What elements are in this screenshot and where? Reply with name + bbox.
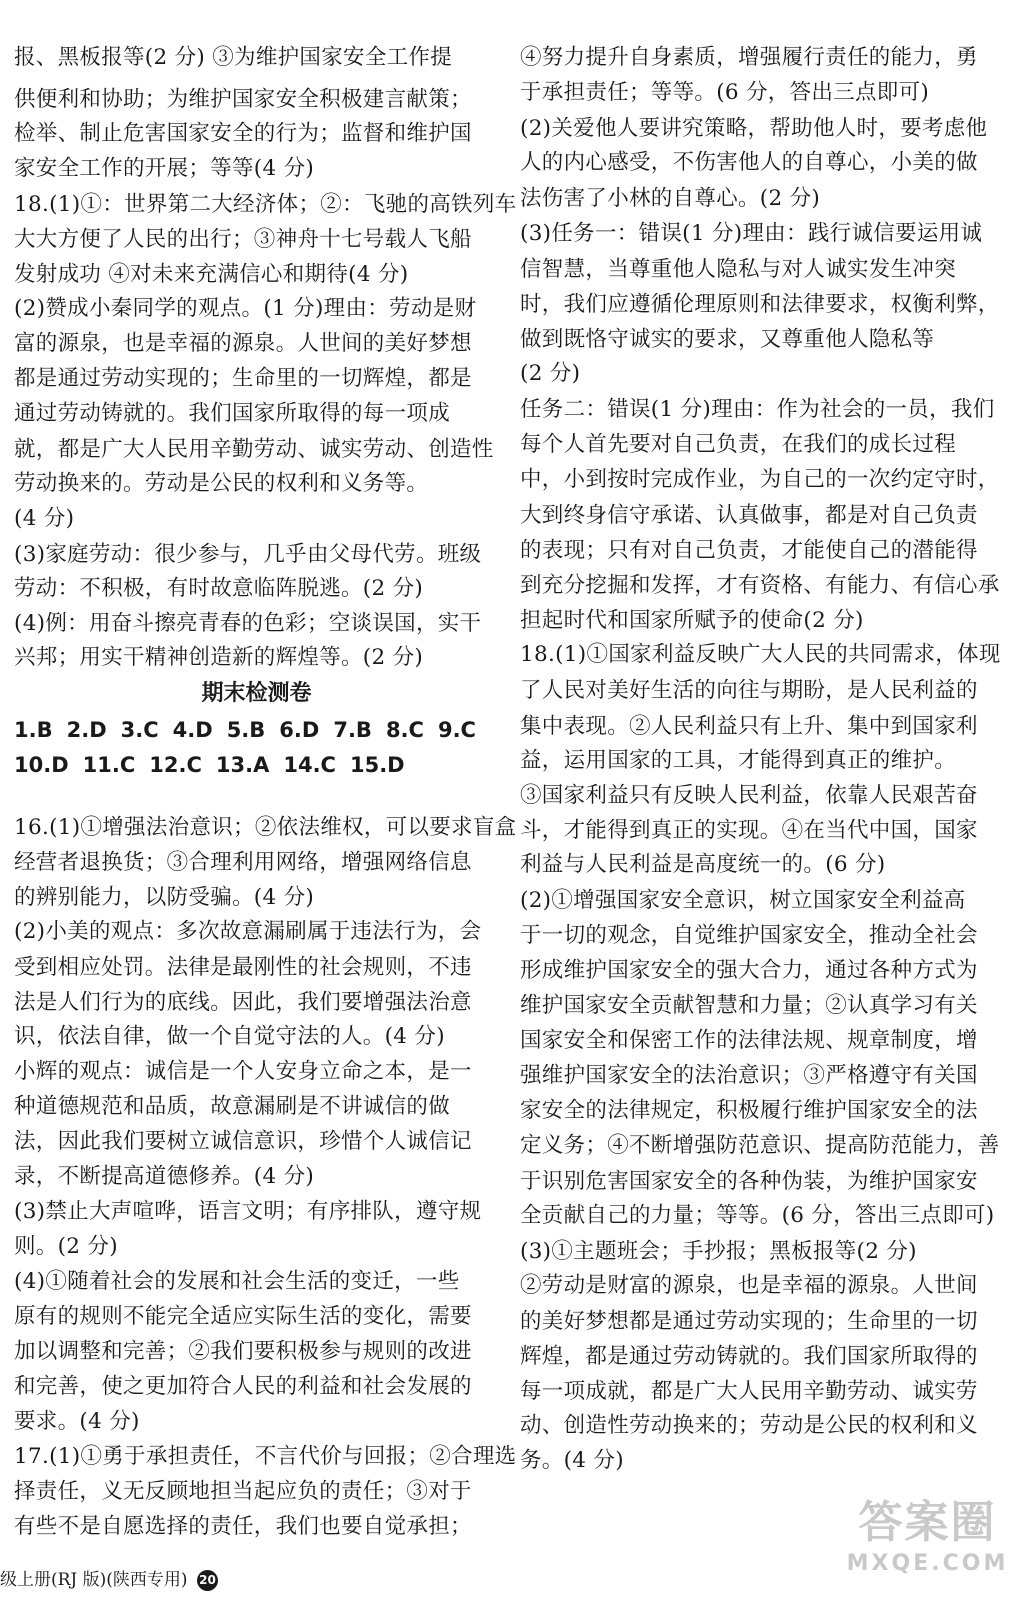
left-text-line: 16.(1)①增强法治意识；②依法维权，可以要求盲盒	[14, 815, 517, 840]
left-text-line: 的辨别能力，以防受骗。(4 分)	[14, 885, 315, 910]
answer-item: 9.C	[437, 718, 476, 742]
left-text-line: 就，都是广大人民用辛勤劳动、诚实劳动、创造性	[14, 437, 494, 462]
right-text-line: 强维护国家安全的法治意识；③严格遵守有关国	[520, 1063, 978, 1088]
left-text-line: 法，因此我们要树立诚信意识，珍惜个人诚信记	[14, 1129, 472, 1154]
right-text-line: 了人民对美好生活的向往与期盼，是人民利益的	[520, 678, 978, 703]
right-text-line: 务。(4 分)	[520, 1448, 624, 1473]
right-text-line: (3)任务一：错误(1 分)理由：践行诚信要运用诚	[520, 221, 983, 246]
right-text-line: 担起时代和国家所赋予的使命(2 分)	[520, 608, 864, 633]
right-text-line: 人的内心感受，不伤害他人的自尊心，小美的做	[520, 150, 978, 175]
right-text-line: 于一切的观念，自觉维护国家安全，推动全社会	[520, 923, 978, 948]
right-text-line: 全贡献自己的力量；等等。(6 分，答出三点即可)	[520, 1203, 995, 1228]
answer-item: 7.B	[333, 718, 372, 742]
answer-item: 13.A	[215, 753, 270, 777]
right-text-line: ③国家利益只有反映人民利益，依靠人民艰苦奋	[520, 783, 978, 808]
left-text-line: 录，不断提高道德修养。(4 分)	[14, 1164, 315, 1189]
answer-item: 14.C	[283, 753, 336, 777]
right-text-line: 每一项成就，都是广大人民用辛勤劳动、诚实劳	[520, 1379, 978, 1404]
left-text-line: 富的源泉，也是幸福的源泉。人世间的美好梦想	[14, 331, 472, 356]
left-text-line: 有些不是自愿选择的责任，我们也要自觉承担；	[14, 1514, 472, 1539]
left-text-line: 家安全工作的开展；等等(4 分)	[14, 156, 315, 181]
left-text-line: 择责任，义无反顾地担当起应负的责任；③对于	[14, 1479, 472, 1504]
watermark-title: 答案圈	[858, 1497, 997, 1548]
left-text-line: (4)例：用奋斗擦亮青春的色彩；空谈误国，实干	[14, 611, 482, 636]
right-text-line: 斗，才能得到真正的实现。④在当代中国，国家	[520, 818, 978, 843]
page-number-badge: 20	[197, 1570, 218, 1591]
left-text-line: 18.(1)①：世界第二大经济体；②：飞驰的高铁列车	[14, 192, 517, 217]
answer-item: 8.C	[385, 718, 424, 742]
answer-item: 2.D	[66, 718, 107, 742]
right-text-line: 于识别危害国家安全的各种伪装，为维护国家安	[520, 1169, 978, 1194]
left-text-line: 种道德规范和品质，故意漏刷是不讲诚信的做	[14, 1094, 451, 1119]
left-text-line: 经营者退换货；③合理利用网络，增强网络信息	[14, 850, 472, 875]
right-text-line: 益，运用国家的工具，才能得到真正的维护。	[520, 748, 957, 773]
right-text-line: 集中表现。②人民利益只有上升、集中到国家利	[520, 714, 978, 739]
left-text-line: 原有的规则不能完全适应实际生活的变化，需要	[14, 1304, 472, 1329]
left-text-line: (3)家庭劳动：很少参与，几乎由父母代劳。班级	[14, 542, 482, 567]
answer-item: 4.D	[172, 718, 213, 742]
left-text-line: (4 分)	[14, 506, 75, 531]
left-text-line: 受到相应处罚。法律是最刚性的社会规则，不违	[14, 955, 472, 980]
page-footer	[0, 1565, 218, 1591]
left-text-line: (2)小美的观点：多次故意漏刷属于违法行为，会	[14, 919, 482, 944]
left-text-line: 法是人们行为的底线。因此，我们要增强法治意	[14, 990, 472, 1015]
left-text-line: 通过劳动铸就的。我们国家所取得的每一项成	[14, 401, 451, 426]
answer-item: 10.D	[14, 753, 69, 777]
answer-item: 5.B	[226, 718, 266, 742]
left-text-line: 和完善，使之更加符合人民的利益和社会发展的	[14, 1374, 472, 1399]
right-text-line: 利益与人民利益是高度统一的。(6 分)	[520, 852, 886, 877]
right-text-line: ②劳动是财富的源泉，也是幸福的源泉。人世间	[520, 1273, 978, 1298]
left-text-line: 17.(1)①勇于承担责任，不言代价与回报；②合理选	[14, 1444, 517, 1469]
right-text-line: 于承担责任；等等。(6 分，答出三点即可)	[520, 80, 930, 105]
left-text-line: 报、黑板报等(2 分) ③为维护国家安全工作提	[14, 45, 453, 70]
left-text-line: 兴邦；用实干精神创造新的辉煌等。(2 分)	[14, 645, 424, 670]
right-text-line: 18.(1)①国家利益反映广大人民的共同需求，体现	[520, 642, 1001, 667]
left-text-line: (2)赞成小秦同学的观点。(1 分)理由：劳动是财	[14, 296, 477, 321]
right-text-line: 家安全的法律规定，积极履行维护国家安全的法	[520, 1098, 978, 1123]
left-text-line: 劳动换来的。劳动是公民的权利和义务等。	[14, 471, 429, 496]
left-text-line: 检举、制止危害国家安全的行为；监督和维护国	[14, 121, 472, 146]
left-text-line: (3)禁止大声喧哗，语言文明；有序排队，遵守规	[14, 1199, 482, 1224]
section-title: 期末检测卷	[201, 681, 312, 706]
right-text-line: 维护国家安全贡献智慧和力量；②认真学习有关	[520, 993, 978, 1018]
answer-item: 6.D	[279, 718, 320, 742]
left-text-line: 都是通过劳动实现的；生命里的一切辉煌，都是	[14, 366, 472, 391]
right-text-line: 定义务；④不断增强防范意识、提高防范能力，善	[520, 1133, 1000, 1158]
left-text-line: (4)①随着社会的发展和社会生活的变迁，一些	[14, 1269, 460, 1294]
answer-key-row	[14, 718, 490, 742]
right-text-line: 国家安全和保密工作的法律法规、规章制度，增	[520, 1028, 978, 1053]
right-text-line: 动、创造性劳动换来的；劳动是公民的权利和义	[520, 1413, 978, 1438]
right-text-line: 信智慧，当尊重他人隐私与对人诚实发生冲突	[520, 257, 957, 282]
right-text-line: (2)①增强国家安全意识，树立国家安全利益高	[520, 888, 966, 913]
right-text-line: (2)关爱他人要讲究策略，帮助他人时，要考虑他	[520, 116, 988, 141]
left-text-line: 要求。(4 分)	[14, 1409, 140, 1434]
left-text-line: 小辉的观点：诚信是一个人安身立命之本，是一	[14, 1059, 472, 1084]
answer-item: 1.B	[14, 718, 53, 742]
left-text-line: 则。(2 分)	[14, 1234, 118, 1259]
left-text-line: 识，依法自律，做一个自觉守法的人。(4 分)	[14, 1024, 445, 1049]
answer-item: 11.C	[82, 753, 136, 777]
right-text-line: (2 分)	[520, 361, 581, 386]
right-text-line: 任务二：错误(1 分)理由：作为社会的一员，我们	[520, 397, 995, 422]
answer-item: 15.D	[349, 753, 405, 777]
watermark-logo	[835, 1495, 1020, 1590]
right-text-line: 时，我们应遵循伦理原则和法律要求，权衡利弊，	[520, 292, 1000, 317]
right-text-line: 的表现；只有对自己负责，才能使自己的潜能得	[520, 538, 978, 563]
left-text-line: 大大方便了人民的出行；③神舟十七号载人飞船	[14, 227, 472, 252]
answer-key-row	[14, 753, 419, 777]
left-text-line: 发射成功 ④对未来充满信心和期待(4 分)	[14, 262, 409, 287]
answer-item: 12.C	[149, 753, 202, 777]
left-text-line: 劳动：不积极，有时故意临阵脱逃。(2 分)	[14, 576, 424, 601]
right-text-line: 做到既恪守诚实的要求，又尊重他人隐私等	[520, 327, 935, 352]
right-text-line: 法伤害了小林的自尊心。(2 分)	[520, 186, 821, 211]
right-text-line: 的美好梦想都是通过劳动实现的；生命里的一切	[520, 1309, 978, 1334]
answer-item: 3.C	[120, 718, 159, 742]
footer-book-info: 级上册(RJ 版)(陕西专用)	[0, 1570, 188, 1590]
right-text-line: 中，小到按时完成作业，为自己的一次约定守时，	[520, 467, 1000, 492]
right-text-line: ④努力提升自身素质，增强履行责任的能力，勇	[520, 45, 978, 70]
right-text-line: 大到终身信守承诺、认真做事，都是对自己负责	[520, 503, 978, 528]
watermark-url: MXQE.COM	[846, 1551, 1009, 1576]
right-text-line: 形成维护国家安全的强大合力，通过各种方式为	[520, 958, 978, 983]
right-text-line: 辉煌，都是通过劳动铸就的。我们国家所取得的	[520, 1344, 978, 1369]
right-text-line: 到充分挖掘和发挥，才有资格、有能力、有信心承	[520, 573, 1000, 598]
right-text-line: 每个人首先要对自己负责，在我们的成长过程	[520, 432, 957, 457]
right-text-line: (3)①主题班会；手抄报；黑板报等(2 分)	[520, 1239, 917, 1264]
left-text-line: 加以调整和完善；②我们要积极参与规则的改进	[14, 1339, 472, 1364]
left-text-line: 供便利和协助；为维护国家安全积极建言献策；	[14, 87, 472, 112]
